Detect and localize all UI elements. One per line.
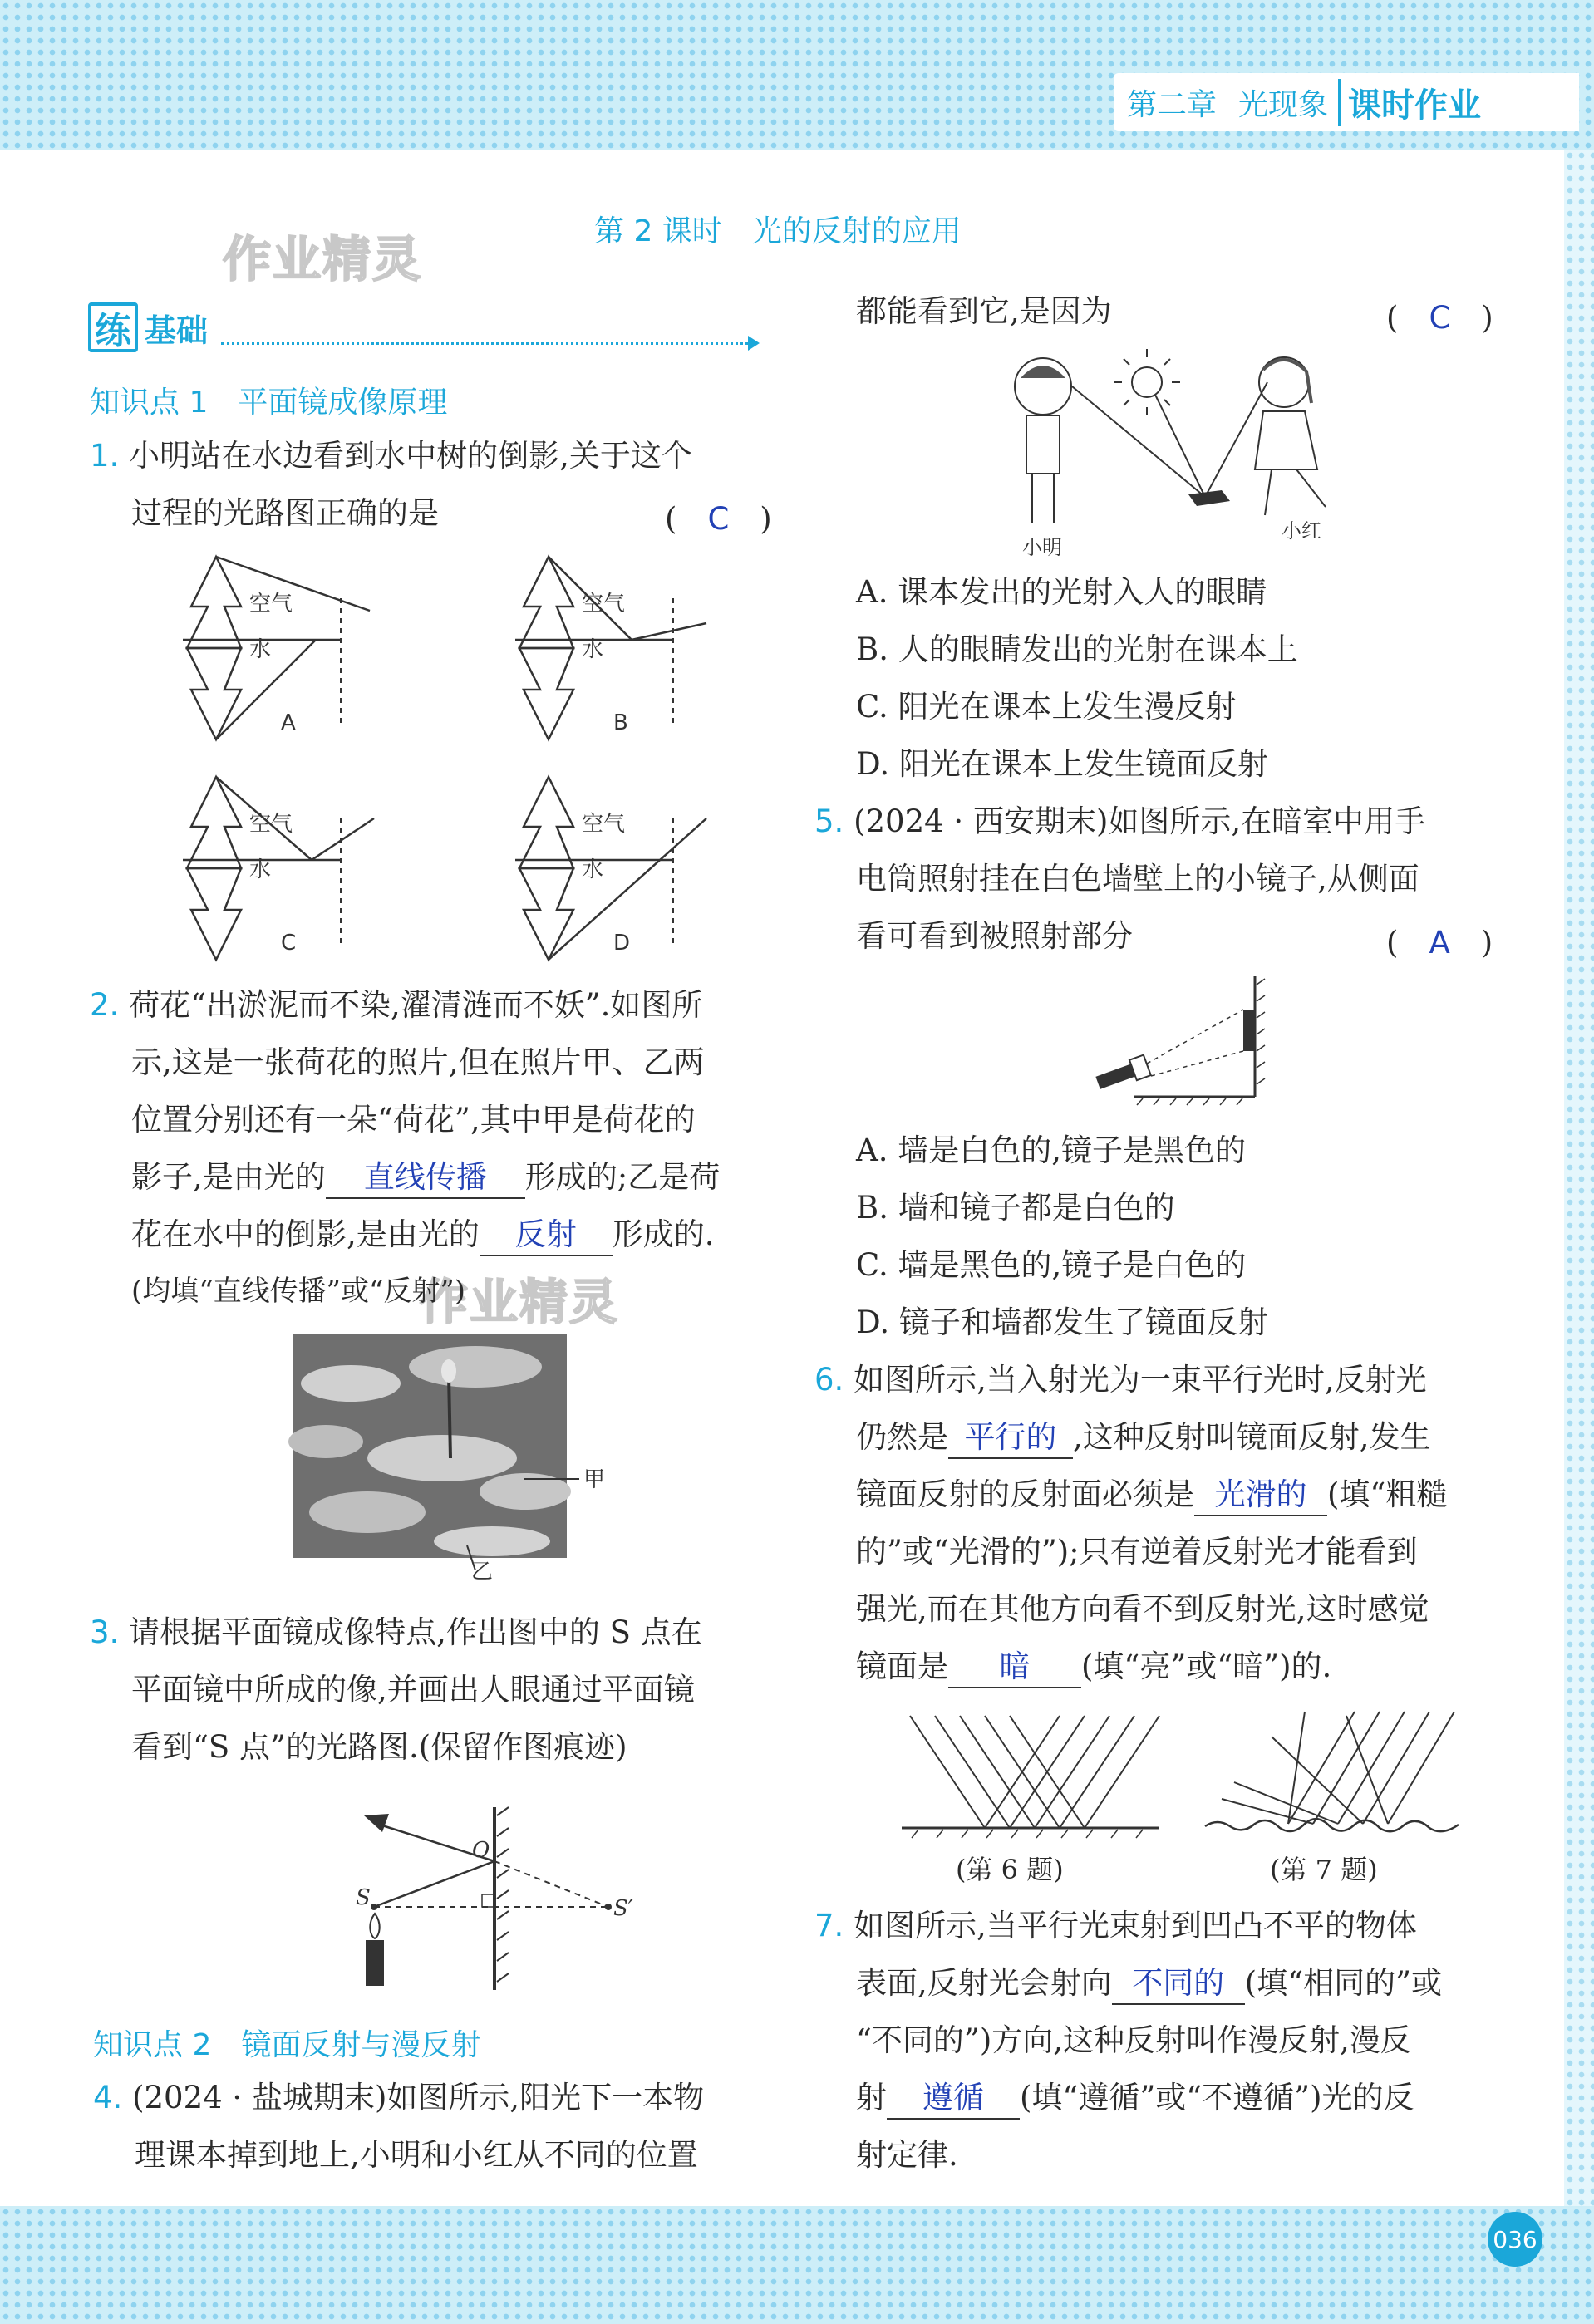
q5-number: 5. — [814, 803, 844, 839]
q5-flashlight-diagram — [1089, 972, 1288, 1113]
q7-line5: 射定律. — [856, 2137, 958, 2173]
q1-diagram-a — [183, 557, 370, 739]
q6-caption: (第 6 题) — [956, 1854, 1064, 1885]
q1-diagram-b — [515, 557, 706, 739]
q2-lotus-photo — [293, 1334, 625, 1585]
q2-answer2: 反射 — [514, 1216, 577, 1252]
q7-answer1: 不同的 — [1132, 1965, 1225, 2001]
q7-line1 — [814, 1897, 1417, 1954]
q7-text1: 如图所示,当平行光束射到凹凸不平的物体 — [854, 1908, 1417, 1943]
q1-text1: 小明站在水边看到水中树的倒影,关于这个 — [129, 438, 692, 474]
q5-option-c: C. 墙是黑色的,镜子是白色的 — [856, 1247, 1247, 1283]
q3-line1 — [90, 1604, 702, 1661]
topic-label: 光现象 — [1238, 87, 1329, 122]
q5-answer: A — [1429, 925, 1450, 961]
q2-text5b: 形成的. — [612, 1216, 715, 1252]
practice-icon: 练 — [88, 302, 138, 352]
q6-line3 — [856, 1466, 1447, 1523]
q2-line4 — [131, 1148, 720, 1206]
q4-option-a: A. 课本发出的光射入人的眼睛 — [856, 574, 1267, 610]
q1-diagram-c-option-label: C — [281, 931, 297, 956]
q1-line1 — [90, 427, 692, 484]
lesson-title: 第 2 课时 光的反射的应用 — [594, 214, 962, 248]
q6-line4: 的”或“光滑的”);只有逆着反射光才能看到 — [856, 1534, 1418, 1570]
q1-diagram-a-option-label: A — [281, 710, 296, 735]
q3-label-s-prime: S′ — [613, 1896, 633, 1921]
q6-answer2: 光滑的 — [1214, 1476, 1307, 1512]
q1-diagram-c-water-label: 水 — [249, 857, 272, 882]
q6-line6 — [856, 1638, 1331, 1695]
q2-text5a: 花在水中的倒影,是由光的 — [131, 1216, 480, 1252]
q2-blank2 — [480, 1215, 613, 1256]
q4-option-d: D. 阳光在课本上发生镜面反射 — [856, 746, 1268, 782]
q4-option-c: C. 阳光在课本上发生漫反射 — [856, 689, 1237, 725]
q4-line2: 理课本掉到地上,小明和小红从不同的位置 — [135, 2137, 698, 2173]
q2-label-yi: 乙 — [471, 1560, 494, 1585]
q2-answer1: 直线传播 — [363, 1159, 487, 1195]
q2-line2: 示,这是一张荷花的照片,但在照片甲、乙两 — [131, 1044, 705, 1080]
q5-line2: 电筒照射挂在白色墙壁上的小镜子,从侧面 — [856, 861, 1419, 897]
q3-label-o: O — [472, 1838, 490, 1863]
q6-text6a: 镜面是 — [856, 1648, 948, 1684]
q6-text2a: 仍然是 — [856, 1419, 948, 1455]
q6-text3a: 镜面反射的反射面必须是 — [856, 1476, 1194, 1512]
q2-label-jia: 甲 — [583, 1467, 606, 1492]
q1-answer-box: ( C ) — [665, 501, 772, 537]
q6-blank1 — [948, 1417, 1073, 1459]
q1-diagram-d-water-label: 水 — [582, 857, 604, 882]
q4-line3: 都能看到它,是因为 — [856, 293, 1112, 329]
q1-diagram-d — [515, 777, 706, 960]
q6-text2b: ,这种反射叫镜面反射,发生 — [1073, 1419, 1431, 1455]
q1-line2: 过程的光路图正确的是 — [131, 495, 439, 531]
q7-blank2 — [887, 2078, 1020, 2120]
q3-line2: 平面镜中所成的像,并画出人眼通过平面镜 — [131, 1672, 695, 1707]
watermark-top: 作业精灵 — [223, 231, 423, 287]
q7-text2b: (填“相同的”或 — [1244, 1965, 1443, 2001]
q4-text1: (2024 · 盐城期末)如图所示,阳光下一本物 — [132, 2080, 705, 2115]
knowledge-point-1: 知识点 1 平面镜成像原理 — [90, 386, 448, 420]
q5-line1 — [814, 793, 1425, 850]
page-number: 036 — [1488, 2212, 1542, 2267]
q7-text4b: (填“遵循”或“不遵循”)光的反 — [1020, 2080, 1414, 2115]
q1-diagram-b-option-label: B — [613, 710, 628, 735]
q6-specular-diagram — [902, 1707, 1168, 1840]
q2-line6: (均填“直线传播”或“反射”) — [131, 1275, 466, 1308]
q4-answer-box: ( C ) — [1386, 300, 1493, 336]
q6-blank2 — [1194, 1475, 1327, 1516]
q4-label-girl: 小红 — [1282, 519, 1321, 543]
q5-option-d: D. 镜子和墙都发生了镜面反射 — [856, 1304, 1268, 1340]
q6-line5: 强光,而在其他方向看不到反射光,这时感觉 — [856, 1591, 1429, 1627]
q5-option-b: B. 墙和镜子都是白色的 — [856, 1190, 1175, 1226]
q1-diagram-a-air-label: 空气 — [249, 592, 293, 617]
q1-diagram-c — [183, 777, 374, 960]
q3-mirror-diagram — [349, 1799, 648, 1998]
q2-line3: 位置分别还有一朵“荷花”,其中甲是荷花的 — [131, 1102, 696, 1137]
q7-answer2: 遵循 — [922, 2080, 984, 2115]
q1-diagram-d-air-label: 空气 — [582, 812, 626, 837]
q6-text3b: (填“粗糙 — [1327, 1476, 1448, 1512]
q4-label-boy: 小明 — [1022, 536, 1062, 559]
q7-blank1 — [1112, 1963, 1245, 2005]
q1-diagram-c-air-label: 空气 — [249, 812, 293, 837]
q1-diagram-b-water-label: 水 — [582, 637, 604, 662]
q5-text1: (2024 · 西安期末)如图所示,在暗室中用手 — [854, 803, 1426, 839]
q4-answer: C — [1429, 300, 1451, 336]
chapter-header — [1114, 73, 1579, 131]
q4-option-b: B. 人的眼睛发出的光射在课本上 — [856, 631, 1298, 667]
q7-line3: “不同的”)方向,这种反射叫作漫反射,漫反 — [856, 2022, 1411, 2058]
q1-number: 1. — [90, 438, 120, 474]
q6-line2 — [856, 1408, 1431, 1466]
section-divider — [221, 342, 753, 345]
q1-diagram-a-water-label: 水 — [249, 637, 272, 662]
brand-label: 课时作业 — [1338, 79, 1481, 126]
section-label: 基础 — [145, 311, 209, 349]
right-border — [1564, 150, 1594, 2206]
q2-text4b: 形成的;乙是荷 — [524, 1159, 721, 1195]
q6-answer1: 平行的 — [964, 1419, 1057, 1455]
divider-arrow-icon — [748, 336, 760, 351]
q2-line5 — [131, 1206, 715, 1263]
q7-text4a: 射 — [856, 2080, 887, 2115]
watermark-mid: 作业精灵 — [420, 1274, 620, 1330]
q5-answer-box: ( A ) — [1386, 925, 1493, 961]
q1-answer: C — [707, 501, 730, 537]
q5-option-a: A. 墙是白色的,镜子是黑色的 — [856, 1133, 1247, 1168]
q2-number: 2. — [90, 987, 120, 1023]
q3-text1: 请根据平面镜成像特点,作出图中的 S 点在 — [129, 1614, 702, 1650]
q2-text4a: 影子,是由光的 — [131, 1159, 326, 1195]
knowledge-point-2: 知识点 2 镜面反射与漫反射 — [93, 2028, 481, 2062]
chapter-label: 第二章 — [1127, 87, 1218, 122]
q7-number: 7. — [814, 1908, 844, 1943]
q6-line1 — [814, 1351, 1427, 1408]
q6-text6b: (填“亮”或“暗”)的. — [1081, 1648, 1332, 1684]
q1-diagrams — [166, 548, 765, 964]
section-heading — [88, 302, 208, 352]
q6-number: 6. — [814, 1362, 844, 1398]
q1-diagram-b-air-label: 空气 — [582, 592, 626, 617]
q2-text1: 荷花“出淤泥而不染,濯清涟而不妖”.如图所 — [129, 987, 703, 1023]
q6-text1: 如图所示,当入射光为一束平行光时,反射光 — [854, 1362, 1427, 1398]
q7-text2a: 表面,反射光会射向 — [856, 1965, 1112, 2001]
q7-diffuse-diagram — [1205, 1703, 1463, 1845]
q7-line4 — [856, 2069, 1414, 2126]
q2-blank1 — [326, 1157, 525, 1199]
q3-label-s: S — [356, 1885, 371, 1910]
q7-line2 — [856, 1954, 1442, 2012]
q5-line3: 看可看到被照射部分 — [856, 918, 1133, 954]
q1-diagram-d-option-label: D — [613, 931, 631, 956]
q4-number: 4. — [93, 2080, 123, 2115]
q3-line3: 看到“S 点”的光路图.(保留作图痕迹) — [131, 1729, 627, 1765]
q7-caption: (第 7 题) — [1270, 1854, 1378, 1885]
bottom-banner — [0, 2206, 1594, 2324]
q2-line1 — [90, 976, 702, 1034]
q4-sun-book-diagram — [997, 345, 1355, 561]
q4-line1 — [93, 2069, 704, 2126]
q6-blank3 — [948, 1647, 1081, 1688]
q3-number: 3. — [90, 1614, 120, 1650]
q6-answer3: 暗 — [999, 1648, 1031, 1684]
